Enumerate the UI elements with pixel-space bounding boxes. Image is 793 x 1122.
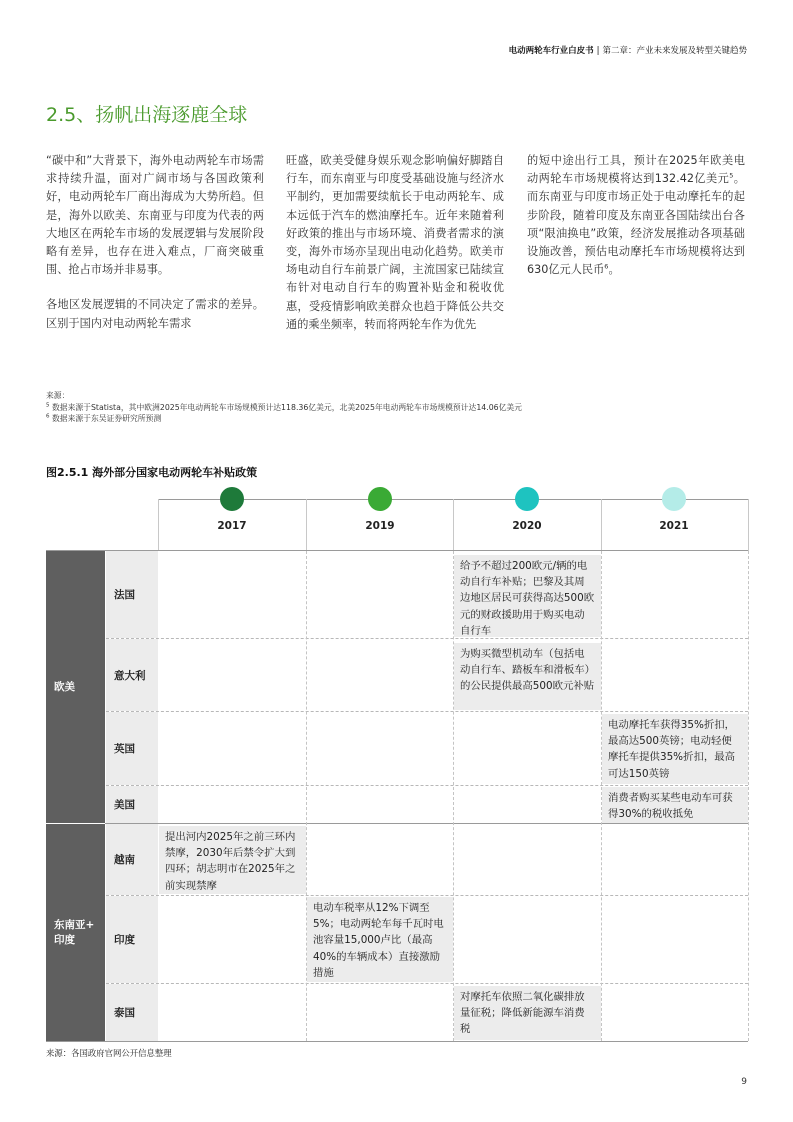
figure-title: 图2.5.1 海外部分国家电动两轮车补贴政策	[46, 466, 258, 479]
col-divider	[748, 551, 749, 1041]
timeline-divider	[158, 499, 159, 551]
country-france: 法国	[106, 551, 158, 638]
footnote-ref: 6	[604, 262, 609, 271]
page-number: 9	[741, 1077, 747, 1087]
timeline-dot-2021	[662, 487, 686, 511]
header-title: 电动两轮车行业白皮书	[508, 46, 594, 56]
timeline-divider	[601, 499, 602, 551]
row-divider	[106, 785, 748, 786]
paragraph: “碳中和”大背景下，海外电动两轮车市场需求持续升温，面对广阔市场与各国政策利好，电动两轮车厂商出海成为大势所趋。但是，海外以欧美、东南亚与印度为代表的两大地区在两轮车市场的发展逻辑与发展阶段略有差异，也存在进入难点，厂商突破重围、抢占市场并非易事。	[46, 154, 264, 277]
year-label-2021: 2021	[659, 520, 689, 532]
policy-cell-thailand-2020: 对摩托车依照二氧化碳排放量征税；降低新能源车消费税	[454, 986, 601, 1040]
country-thailand: 泰国	[106, 984, 158, 1041]
paragraph: 旺盛，欧美受健身娱乐观念影响偏好脚踏自行车，而东南亚与印度受基础设施与经济水平制约，更加需要续航长于电动两轮车、成本远低于汽车的燃油摩托车。近年来随着利好政策的推出与市场环境、消费者需求的演变，海外市场亦呈现出电动化趋势。欧美市场电动自行车前景广阔，主流国家已陆续宣布针对电动自行车的购置补贴金和税收优惠，受疫情影响欧美群众也趋于降低公共交通的乘坐频率，转而将两轮车作为优先	[286, 154, 504, 331]
footnotes-label: 来源：	[46, 391, 70, 400]
timeline-divider	[453, 499, 454, 551]
policy-cell-france-2020: 给予不超过200欧元/辆的电动自行车补贴；巴黎及其周边地区居民可获得高达500欧元的财政援助用于购买电动自行车	[454, 555, 601, 637]
paragraph: 的短中途出行工具，预计在2025年欧美电动两轮车市场规模将达到132.42亿美元$^5$。而东南亚与印度市场正处于电动摩托车的起步阶段，随着印度及东南亚各国陆续出台各项“限油换电”政策，经济发展推动各项基础设施改善，预估电动摩托车市场规模将达到630亿元人民币$^6$。	[527, 154, 745, 277]
table-bottom-rule	[46, 1041, 748, 1042]
timeline-dot-2020	[515, 487, 539, 511]
footnote-5: $^5$ 数据来源于Statista，其中欧洲2025年电动两轮车市场规模预计达118.36亿美元，北美2025年电动两轮车市场规模预计达14.06亿美元	[46, 401, 523, 412]
body-column-1	[46, 152, 264, 350]
year-label-2020: 2020	[512, 520, 542, 532]
footnote-6: $^6$ 数据来源于东吴证券研究所预测	[46, 413, 162, 423]
timeline-dot-2019	[368, 487, 392, 511]
timeline-divider	[306, 499, 307, 551]
year-label-2019: 2019	[365, 520, 395, 532]
country-italy: 意大利	[106, 639, 158, 711]
policy-cell-india-2019: 电动车税率从12%下调至5%；电动两轮车每千瓦时电池容量15,000卢比（最高40%的车辆成本）直接激励措施	[307, 897, 453, 982]
row-divider	[106, 638, 748, 639]
country-india: 印度	[106, 896, 158, 983]
body-column-3	[527, 152, 745, 296]
row-divider	[106, 895, 748, 896]
timeline-divider	[748, 499, 749, 551]
running-header	[509, 44, 747, 56]
country-uk: 英国	[106, 712, 158, 785]
figure-source: 来源：各国政府官网公开信息整理	[46, 1048, 172, 1058]
region-label-sea-india: 东南亚+ 印度	[46, 824, 105, 1041]
country-usa: 美国	[106, 786, 158, 823]
region-label-europe-america: 欧美	[46, 551, 105, 823]
timeline-dot-2017	[220, 487, 244, 511]
row-divider	[106, 711, 748, 712]
header-separator: |	[596, 46, 600, 56]
paragraph: 各地区发展逻辑的不同决定了需求的差异。区别于国内对电动两轮车需求	[46, 298, 264, 330]
body-column-2	[286, 152, 504, 351]
year-label-2017: 2017	[217, 520, 247, 532]
policy-cell-italy-2020: 为购买微型机动车（包括电动自行车、踏板车和滑板车）的公民提供最高500欧元补贴	[454, 643, 601, 710]
header-chapter: 第二章：产业未来发展及转型关键趋势	[602, 46, 747, 56]
footnote-ref: 5	[729, 171, 734, 180]
row-divider	[106, 983, 748, 984]
policy-cell-vietnam-2017: 提出河内2025年之前三环内禁摩，2030年后禁令扩大到四环；胡志明市在2025年之前实现禁摩	[159, 826, 306, 894]
policy-cell-usa-2021: 消费者购买某些电动车可获得30%的税收抵免	[602, 787, 748, 823]
section-title: 2.5、扬帆出海逐鹿全球	[46, 104, 248, 126]
footnotes	[46, 390, 746, 425]
country-vietnam: 越南	[106, 824, 158, 895]
policy-cell-uk-2021: 电动摩托车获得35%折扣，最高达500英镑；电动轻便摩托车提供35%折扣，最高可达150英镑	[602, 714, 748, 784]
